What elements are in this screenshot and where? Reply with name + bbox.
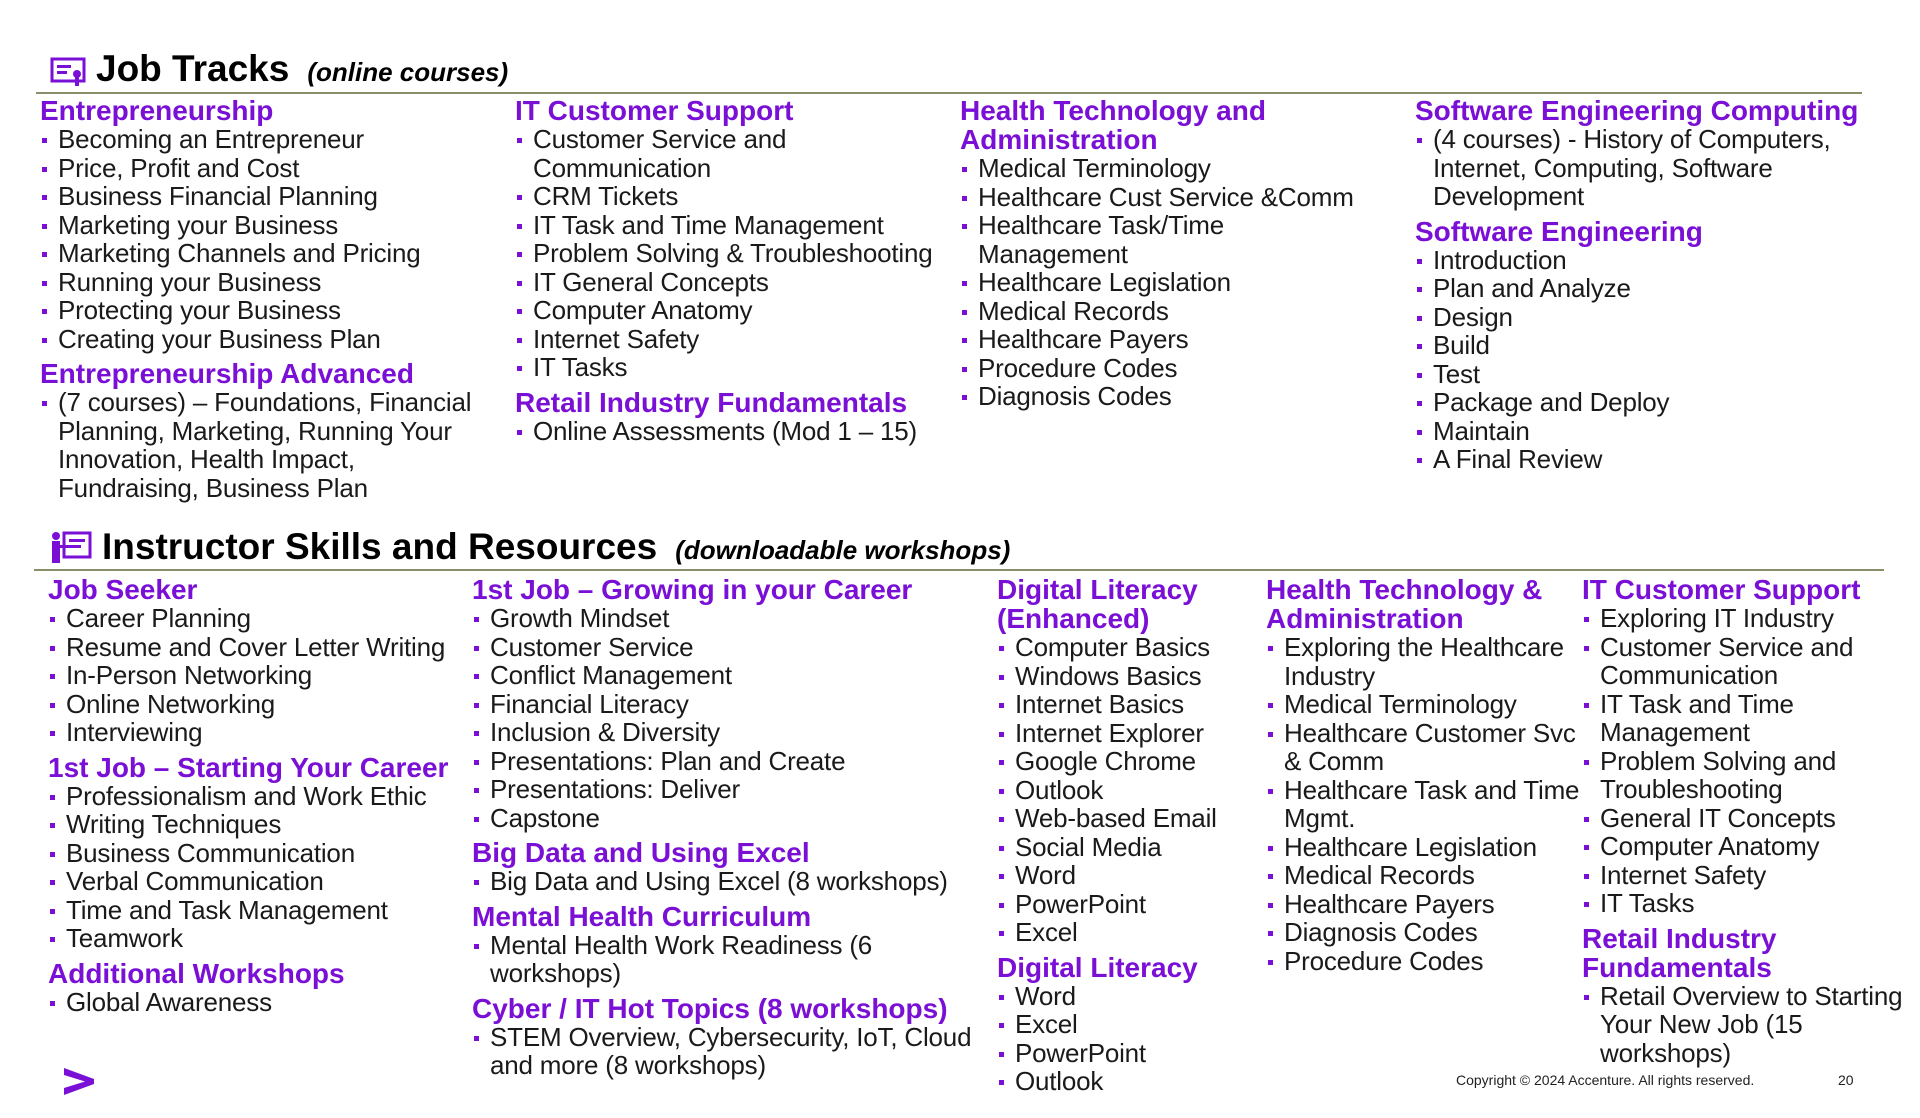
list-item: Healthcare Customer Svc & Comm (1266, 719, 1586, 776)
group-title: Digital Literacy (Enhanced) (997, 574, 1198, 634)
accenture-logo (62, 1066, 96, 1101)
list-item: Healthcare Legislation (1266, 833, 1586, 862)
list-item: Resume and Cover Letter Writing (48, 633, 478, 662)
group-title: Big Data and Using Excel (472, 837, 810, 868)
job-tracks-column-3 (960, 96, 1380, 417)
list-item: Computer Anatomy (515, 296, 945, 325)
list-item: Outlook (997, 776, 1257, 805)
list-item: Medical Terminology (1266, 690, 1586, 719)
list-item: Exploring IT Industry (1582, 604, 1912, 633)
list-item: IT Task and Time Management (515, 211, 945, 240)
list-item: PowerPoint (997, 1039, 1257, 1068)
list-item: Outlook (997, 1067, 1257, 1096)
list-item: Procedure Codes (1266, 947, 1586, 976)
list-item: A Final Review (1415, 445, 1895, 474)
list-item: Customer Service and Communication (515, 125, 945, 182)
list-item: Online Assessments (Mod 1 – 15) (515, 417, 945, 446)
presenter-icon (50, 531, 92, 565)
list-item: Problem Solving & Troubleshooting (515, 239, 945, 268)
list-item: STEM Overview, Cybersecurity, IoT, Cloud and more (8 workshops) (472, 1023, 992, 1080)
list-item: Presentations: Plan and Create (472, 747, 992, 776)
list-item: Computer Basics (997, 633, 1257, 662)
list-item: Interviewing (48, 718, 478, 747)
list-item: Career Planning (48, 604, 478, 633)
list-item: Financial Literacy (472, 690, 992, 719)
list-item: Online Networking (48, 690, 478, 719)
list-item: Diagnosis Codes (1266, 918, 1586, 947)
list-item: Creating your Business Plan (40, 325, 480, 354)
list-item: Time and Task Management (48, 896, 478, 925)
certificate-icon (50, 57, 86, 87)
list-item: Protecting your Business (40, 296, 480, 325)
bullet-list (48, 988, 478, 1017)
instructor-column-2 (472, 575, 992, 1086)
group-title: Retail Industry Fundamentals (515, 386, 908, 418)
list-item: Inclusion & Diversity (472, 718, 992, 747)
bullet-list (1415, 246, 1895, 474)
list-item: Global Awareness (48, 988, 478, 1017)
list-item: Teamwork (48, 924, 478, 953)
page-number: 20 (1838, 1072, 1854, 1088)
instructor-divider (34, 569, 1884, 571)
list-item: Design (1415, 303, 1895, 332)
list-item: Problem Solving and Troubleshooting (1582, 747, 1912, 804)
list-item: (4 courses) - History of Computers, Internet, Computing, Software Development (1415, 125, 1895, 211)
list-item: Package and Deploy (1415, 388, 1895, 417)
list-item: Internet Safety (515, 325, 945, 354)
list-item: Healthcare Task and Time Mgmt. (1266, 776, 1586, 833)
list-item: Price, Profit and Cost (40, 154, 480, 183)
bullet-list (997, 982, 1257, 1096)
bullet-list (472, 931, 992, 988)
list-item: Word (997, 861, 1257, 890)
job-tracks-divider (36, 92, 1862, 94)
list-item: Web-based Email (997, 804, 1257, 833)
list-item: Professionalism and Work Ethic (48, 782, 478, 811)
list-item: IT General Concepts (515, 268, 945, 297)
list-item: Mental Health Work Readiness (6 workshops) (472, 931, 992, 988)
bullet-list (1582, 604, 1912, 918)
job-tracks-title: Job Tracks (96, 48, 290, 89)
instructor-column-3 (997, 575, 1257, 1102)
list-item: Retail Overview to Starting Your New Job (15 workshops) (1582, 982, 1912, 1068)
list-item: (7 courses) – Foundations, Financial Planning, Marketing, Running Your Innovation, Health Impact, Fundraising, Business Plan (40, 388, 480, 502)
list-item: Marketing your Business (40, 211, 480, 240)
bullet-list (472, 867, 992, 896)
list-item: Build (1415, 331, 1895, 360)
list-item: Google Chrome (997, 747, 1257, 776)
instructor-column-4 (1266, 575, 1586, 981)
list-item: Customer Service and Communication (1582, 633, 1912, 690)
list-item: Capstone (472, 804, 992, 833)
list-item: Internet Explorer (997, 719, 1257, 748)
list-item: Social Media (997, 833, 1257, 862)
list-item: Procedure Codes (960, 354, 1380, 383)
list-item: Excel (997, 1010, 1257, 1039)
list-item: Business Communication (48, 839, 478, 868)
list-item: Medical Records (960, 297, 1380, 326)
list-item: Writing Techniques (48, 810, 478, 839)
list-item: Healthcare Task/Time Management (960, 211, 1380, 268)
bullet-list (48, 782, 478, 953)
list-item: Healthcare Payers (960, 325, 1380, 354)
group-title: 1st Job – Starting Your Career (48, 751, 449, 783)
list-item: Word (997, 982, 1257, 1011)
list-item: Healthcare Payers (1266, 890, 1586, 919)
list-item: Healthcare Cust Service &Comm (960, 183, 1380, 212)
bullet-list (1266, 633, 1586, 975)
list-item: Plan and Analyze (1415, 274, 1895, 303)
list-item: PowerPoint (997, 890, 1257, 919)
group-title: 1st Job – Growing in your Career (472, 574, 913, 605)
group-title: Software Engineering Computing (1415, 95, 1859, 126)
group-title: Software Engineering (1415, 215, 1703, 247)
group-title: Health Technology and Administration (960, 95, 1266, 155)
list-item: Maintain (1415, 417, 1895, 446)
instructor-header (50, 528, 1010, 565)
list-item: Big Data and Using Excel (8 workshops) (472, 867, 992, 896)
list-item: Introduction (1415, 246, 1895, 275)
job-tracks-column-1 (40, 96, 480, 508)
job-tracks-header (50, 50, 508, 87)
list-item: Medical Terminology (960, 154, 1380, 183)
list-item: Exploring the Healthcare Industry (1266, 633, 1586, 690)
instructor-title: Instructor Skills and Resources (102, 526, 658, 567)
list-item: Internet Safety (1582, 861, 1912, 890)
job-tracks-column-2 (515, 96, 945, 451)
list-item: Medical Records (1266, 861, 1586, 890)
bullet-list (1582, 982, 1912, 1068)
bullet-list (472, 1023, 992, 1080)
list-item: IT Tasks (1582, 889, 1912, 918)
bullet-list (48, 604, 478, 747)
list-item: Conflict Management (472, 661, 992, 690)
list-item: General IT Concepts (1582, 804, 1912, 833)
job-tracks-column-4 (1415, 96, 1895, 480)
group-title: Cyber / IT Hot Topics (8 workshops) (472, 992, 948, 1024)
group-title: Digital Literacy (997, 951, 1198, 983)
list-item: Verbal Communication (48, 867, 478, 896)
list-item: Presentations: Deliver (472, 775, 992, 804)
instructor-subtitle: (downloadable workshops) (675, 535, 1011, 566)
list-item: In-Person Networking (48, 661, 478, 690)
bullet-list (997, 633, 1257, 947)
list-item: Test (1415, 360, 1895, 389)
list-item: Becoming an Entrepreneur (40, 125, 480, 154)
group-title: Job Seeker (48, 574, 198, 605)
list-item: Computer Anatomy (1582, 832, 1912, 861)
list-item: Business Financial Planning (40, 182, 480, 211)
list-item: Windows Basics (997, 662, 1257, 691)
list-item: CRM Tickets (515, 182, 945, 211)
list-item: Marketing Channels and Pricing (40, 239, 480, 268)
bullet-list (472, 604, 992, 832)
list-item: Healthcare Legislation (960, 268, 1380, 297)
group-title: Health Technology & Administration (1266, 574, 1543, 634)
list-item: Diagnosis Codes (960, 382, 1380, 411)
job-tracks-subtitle: (online courses) (307, 57, 509, 88)
group-title: Entrepreneurship Advanced (40, 358, 414, 389)
list-item: Internet Basics (997, 690, 1257, 719)
bullet-list (515, 125, 945, 382)
group-title: IT Customer Support (1582, 574, 1861, 605)
list-item: Growth Mindset (472, 604, 992, 633)
list-item: Customer Service (472, 633, 992, 662)
bullet-list (515, 417, 945, 446)
bullet-list (40, 388, 480, 502)
list-item: IT Task and Time Management (1582, 690, 1912, 747)
copyright-text: Copyright © 2024 Accenture. All rights reserved. (1456, 1072, 1755, 1088)
bullet-list (960, 154, 1380, 411)
group-title: Retail Industry Fundamentals (1582, 922, 1777, 983)
bullet-list (1415, 125, 1895, 211)
group-title: Mental Health Curriculum (472, 900, 812, 932)
bullet-list (40, 125, 480, 353)
list-item: Running your Business (40, 268, 480, 297)
group-title: Entrepreneurship (40, 95, 274, 126)
group-title: Additional Workshops (48, 957, 345, 989)
list-item: Excel (997, 918, 1257, 947)
list-item: IT Tasks (515, 353, 945, 382)
group-title: IT Customer Support (515, 95, 794, 126)
instructor-column-1 (48, 575, 478, 1022)
instructor-column-5 (1582, 575, 1912, 1073)
